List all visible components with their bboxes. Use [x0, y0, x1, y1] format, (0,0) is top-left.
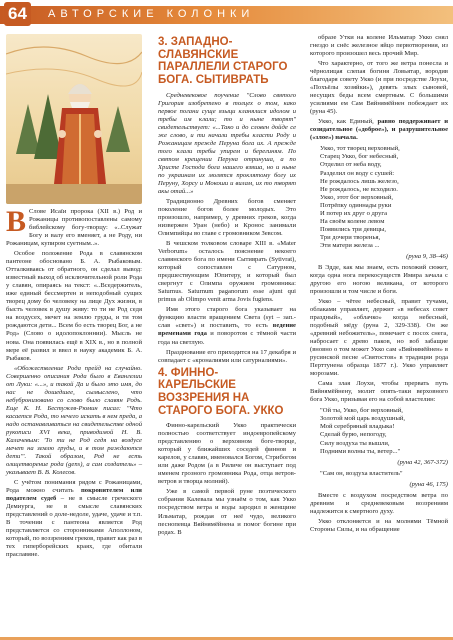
- folk-art-illustration: [6, 34, 142, 204]
- dropcap-letter: В: [6, 205, 27, 238]
- col2-paragraph-4: [158, 306, 296, 346]
- col3-paragraph-8: Укко отклоняется и на молнями Тёмной Стороны Силы, и на обращение: [310, 517, 448, 533]
- col3-paragraph-7: Вместе с воздухом посредством ветра по древним и средневековым воззрениям надлежится к смертного духу.: [310, 491, 448, 515]
- col2-paragraph-7: Уже в самой первой руне поэтического собрания Калевала мы узнаём о том, как Укко посредством ветра и воды зародил в женщине Ильматар, рождая от неё чудо, великого песнопевца Вяйнямёйнена и помог богине при родах. В: [158, 488, 296, 536]
- col3-p3-bold: равно поддерживает и созидательное («доброе»), и разрушительное («злое») начала.: [310, 118, 448, 142]
- column-3: [310, 34, 448, 536]
- col2-p4-end: и поворотом с тёмной части года на светлую.: [158, 330, 296, 346]
- col1-paragraph-1: Слове Исаїи пророка (XII в.) Род и Рожаницы противопоставлены самому библейскому богу-творцу: «..Служат Богу и валу его вменяет, а не Роду, ни Рожаницам, купиром суетным..».: [6, 208, 142, 248]
- poem-3: "Сам он, воздуха властитель": [320, 469, 403, 477]
- col1-paragraph-4: [6, 479, 142, 559]
- col2-paragraph-3: В чешском толковом словаре XIII в. «Mater Verborum» осталось пояснение некоего славянского бога по имени Сытиврать (Sytivrat), который сопоставлен с Сатурном, предшествующим Юпитеру, и который был свергнут с Олимпа оружием громовника: Saturnus. Saturnum paganorum esse ajunt qui primus ab Olimpo venit arma Jovis fugiens.: [158, 240, 296, 304]
- section-4-title: 4. ФИННО-КАРЕЛЬСКИЕ ВОЗЗРЕНИЯ НА СТАРОГО БОГА. УККО: [158, 366, 284, 417]
- col2-paragraph-2: Традиционно Древних богов сменяет поколение богов более молодых. Это произошло, например, у древних греков, когда низвержен Уран (небо) и Кронос занимали Олимпийцы во главе с громовником Зевсом.: [158, 197, 296, 238]
- col3-paragraph-6: Сама злая Лоухи, чтобы прервать путь Вяйнямёйнену, молит опять-таки верховного бога Укко, призывая его на собой властелин:: [310, 380, 448, 404]
- col3-paragraph-2: Что характерно, от того же ветра понесла и чёрнолицая слепая богиня Ловьятар, вородив благодаря совету Укко (и при посредстве Лоухи, «Похъёлы хозяйки»), девять злых сыновей, несущих беды всем смертным. С большими усилиями ем Сам Вяйнямёйнен побеждает их (руна 45).: [310, 60, 448, 116]
- col1-p4-bold: покровителем или подателем судеб: [6, 487, 142, 503]
- poem-3-source: (руна 46, 175): [409, 480, 448, 488]
- col2-paragraph-6: Финно-карельский Укко практически полностью соответствует индоевропейскому представлению о верховном боге-творце, который у ближайших соседей финнов и карелов, у славян, именовался Богом, Стрибогом или даже Родом (а в Риличе он выступает под именем грозного громовника Рода, отца ветров-ветров и творца молний).: [158, 422, 296, 486]
- poem-1: Укко, тот творец верховный, Старец Укко, бог небесный, Отделил от неба воду, Разделил он воду с сушей: Не рождалось лишь железо, Не рождалось, не всходило. Укко, этот бог верховный, Потрёпку одиннады руки И потер их друг о друга На своём колене левом Появились три девицы, Три дочери творенья, Эти матери железа ...: [320, 145, 400, 249]
- poem-2-source: (руна 42, 367-372): [397, 458, 448, 466]
- page-number: 64: [4, 2, 31, 26]
- section-3-title: 3. ЗАПАДНО-СЛАВЯНСКИЕ ПАРАЛЛЕЛИ СТАРОГО БОГА. СЫТИВРАТЬ: [158, 36, 288, 86]
- column-1: [6, 34, 142, 561]
- col3-paragraph-4: В Эдде, как мы знаем, есть похожий сюжет, когда одна нога перекосуществ Имира зачала с другою его ногою великана, от которого произошли и том числе и боги.: [310, 263, 448, 295]
- col1-paragraph-2: Особое положение Рода в славянском пантеоне обосновано Б. А. Рыбаковым. Отталкиваясь от обратного, он сделал вывод: известный выход об исключительной роли Рода у славян, опираясь на текст: «..Вседержитель, иже единый бессмертен и неподобный сущих творец дому бо человеку на лице Дух жизни, в быстъ человек в душу живу: то ти не Род седя на воздусех, мечет на землю груды, и ти том рождаются дети... Всем бо есть творец Бог, а не Род» (Слово о идолопоклоннии). Мысль не нова. Она появилась ещё в XIX в., но в полной мере её развил и ввел в науку академик Б. А. Рыбаков.: [6, 250, 142, 362]
- col2-p4-bold: ведение временами года: [158, 322, 296, 338]
- col3-paragraph-5: Укко – чётее небесный, правит тучами, облаками управляет, держит «в небесах совет праздный», «облачко» когда небесный, подобный мёду (руна 2, 329-338). Он же «древний небожитель», помечает с посох снега, набросает с древо паков, но воб забащие (вновно о том может Укко сам «Вяйнямёйнен» в русинской песне «Святостов» в традиции рода Перттунена образца 1877 г.). Укко управляет морозами.: [310, 297, 448, 378]
- col1-paragraph-3: «Обожествление Рода прейд на случайно. Совершенно описания Рода было в Евангелии от Луки: «...», и такой Да и было это имя, до нас не дошедшее, сымыслено, что небубронизовано со слово было славян Родъ. Еще К. Н. Бестужев-Рюмин писал: "Что касается Рода, то нечего искать в нем преда, а надо останавливаться на свидетельстве одной рукописи XVI века, приводимой Н. В. Калачевым: 'То ти не Род седя на воздусе мечет на землю груды, и в том раждаются дети'". Такой образом, Род не есть олицетворение рода (gens), а сам создатель» – указывает В. В. Колесов.: [6, 364, 142, 476]
- section-header-title: АВТОРСКИЕ КОЛОНКИ: [48, 8, 255, 20]
- col3-p3-start: Укко, как Единый,: [318, 118, 378, 126]
- illustration-drawing: [6, 34, 142, 204]
- col2-paragraph-5: Празднование его приходится на 17 декабря и совпадает с «кроналиями или сатурналиями».: [158, 348, 296, 364]
- col2-p4-start: Имя этого старого бога указывает на функцию власти вращением Света (syt – зап.-слав «свет») и поставить, то есть: [158, 306, 296, 330]
- column-2: [158, 34, 296, 539]
- poem-2: "Ой ты, Укко, бог верховный, Золотой мой царь воздушный, Мой серебряный владыка! Сделай бурю, непогоду, Силу воздуха ты вышли, Подними волны ты, ветер...": [320, 407, 406, 455]
- col3-paragraph-1: образе Утки на колене Ильматар Укко снял гнездо и снёс железное яйцо первотворения, из которого произошел весь прочий Мир.: [310, 34, 448, 58]
- page-header: [0, 0, 453, 30]
- col3-paragraph-3: [310, 118, 448, 142]
- col1-p4-end: – не в смысле греческого Демиурга, не в смысле славянских представлений о доле-недоле, удаче, удаче и т.п. В точении с пантеона является Род представляется со сторонниками Аполлоном, который, по воззрениям греков, правит как раз в тех гиперборейских краях, где обитали праславяне.: [6, 495, 142, 559]
- col2-paragraph-1: Средневековое поучение "Слово святого Григория изобретено в толцех о том, како первое погани суще языци кланялися идолом и требы им клали; то и ныне творят" свидетельствует: «...Тако и до словен дойде се же слово, и ти начали требы класти Роду и Рожаницам прежде Перуна бога их. А прежде того клали требы упирем и берегиням. По святом крещении Перуна отринуша, а по Христе Господа бога нашего взяша, но и ныне по украинам их молятся проклятому богу их Перуну, Хорсу и Мокоши и вилам, их то творят акы отай...»: [158, 91, 296, 195]
- col1-p4-start: С учётом понимания рядом с Рожаницами, Рода можно считать: [6, 479, 142, 495]
- poem-1-source: (руна 9, 38–46): [406, 252, 448, 260]
